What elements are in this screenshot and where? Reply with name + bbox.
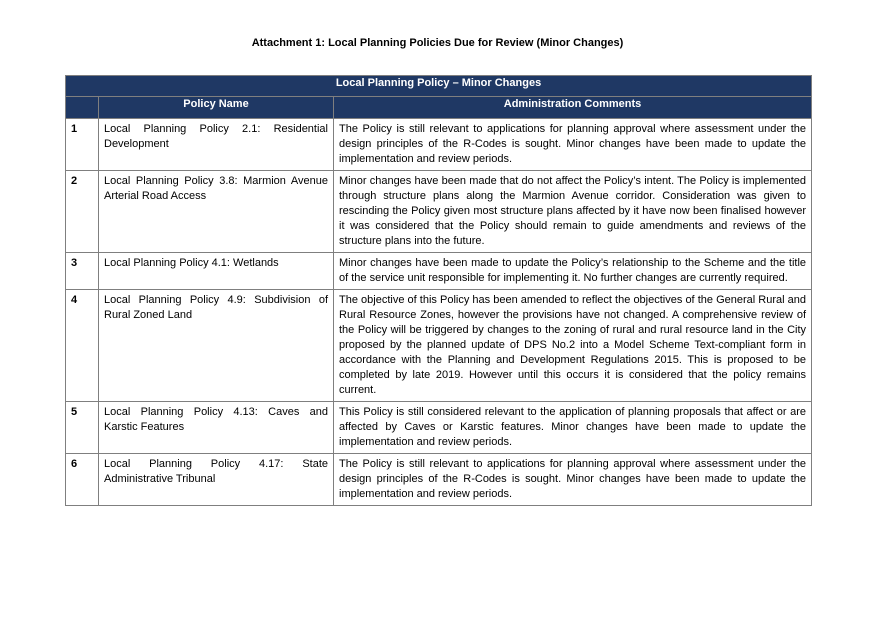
administration-comment: The objective of this Policy has been amended to reflect the objectives of the General Rural and Rural Resource Zones, however the provisions have not changed. A comprehensive review of the Policy will be triggered by changes to the zoning of rural and rural resource land in the City proposed by the planned update of DPS No.2 into a Model Scheme Text-compliant form in accordance with the Planning and Development Regulations 2015. This is proposed to be completed by late 2019. However until this occurs it is considered that the policy remains current. <box>334 290 812 402</box>
row-number: 4 <box>66 290 99 402</box>
policy-name: Local Planning Policy 2.1: Residential Development <box>99 119 334 171</box>
administration-comment: Minor changes have been made that do not affect the Policy’s intent. The Policy is implemented through structure plans along the Marmion Avenue corridor. Consideration was given to rescinding the Policy given most structure plans affected by it have now been finalised however it was considered that the Policy should remain to guide amendments and reviews of the structure plans into the future. <box>334 171 812 253</box>
table-row <box>66 402 812 454</box>
table-caption-row <box>66 76 812 97</box>
row-number: 3 <box>66 253 99 290</box>
policy-name: Local Planning Policy 4.9: Subdivision of Rural Zoned Land <box>99 290 334 402</box>
row-number: 2 <box>66 171 99 253</box>
table-row <box>66 454 812 506</box>
column-header-administration-comments: Administration Comments <box>334 97 812 119</box>
table-row <box>66 290 812 402</box>
document-title: Attachment 1: Local Planning Policies Due for Review (Minor Changes) <box>251 37 624 49</box>
policy-name: Local Planning Policy 3.8: Marmion Avenue Arterial Road Access <box>99 171 334 253</box>
policy-name: Local Planning Policy 4.17: State Administrative Tribunal <box>99 454 334 506</box>
policy-name: Local Planning Policy 4.1: Wetlands <box>99 253 334 290</box>
column-header-row <box>66 97 812 119</box>
administration-comment: This Policy is still considered relevant to the application of planning proposals that affect or are affected by Caves or Karstic features. Minor changes have been made to update the implementation and review periods. <box>334 402 812 454</box>
row-number: 1 <box>66 119 99 171</box>
row-number: 6 <box>66 454 99 506</box>
administration-comment: The Policy is still relevant to applications for planning approval where assessment under the design principles of the R-Codes is sought. Minor changes have been made to update the implementation and review periods. <box>334 454 812 506</box>
column-header-number <box>66 97 99 119</box>
table-row <box>66 253 812 290</box>
row-number: 5 <box>66 402 99 454</box>
column-header-policy-name: Policy Name <box>99 97 334 119</box>
policy-table <box>65 75 812 506</box>
administration-comment: Minor changes have been made to update the Policy’s relationship to the Scheme and the title of the service unit responsible for implementing it. No further changes are currently required. <box>334 253 812 290</box>
table-row <box>66 171 812 253</box>
table-row <box>66 119 812 171</box>
policy-name: Local Planning Policy 4.13: Caves and Karstic Features <box>99 402 334 454</box>
administration-comment: The Policy is still relevant to applications for planning approval where assessment under the design principles of the R-Codes is sought. Minor changes have been made to update the implementation and review periods. <box>334 119 812 171</box>
table-caption: Local Planning Policy – Minor Changes <box>66 76 812 97</box>
